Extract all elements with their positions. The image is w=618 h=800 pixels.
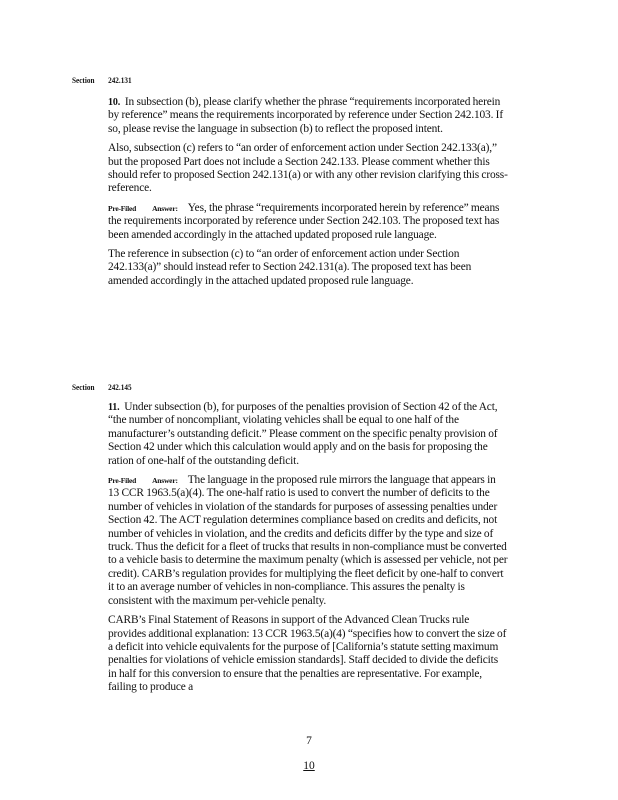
answer-11 [108,474,508,608]
question-number: 10. [108,97,121,108]
prefiled-label: Pre-Filed [108,203,137,213]
section-heading [72,75,132,85]
section-number: 242.131 [108,75,132,85]
section-label: Section [72,75,95,85]
prefiled-label: Pre-Filed [108,476,137,486]
answer-text: The language in the proposed rule mirrors the language that appears in 13 CCR 1963.5(a)(4). The one-half ratio is used to convert the number of deficits to the number of vehicles in violation of the standards for purposes of assessing penalties under Section 42. The ACT regulation determines compliance based on credits and deficits, not number of vehicles in violation, and the credits and deficits differ by the type and size of truck. Thus the deficit for a fleet of trucks that results in non-compliance must be converted to a vehicle basis to determine the maximum penalty (which is assessed per vehicle, not per credit). CARB’s regulation provides for multiplying the fleet deficit by one-half to convert it to an average number of vehicles in non-compliance. This assures the penalty is consistent with the maximum per-vehicle penalty. [108,474,508,607]
section-label: Section [72,382,95,392]
section-number: 242.145 [108,382,132,392]
question-10 [108,96,508,136]
document-page-number-text: 10 [303,760,315,772]
document-page-number [0,760,618,772]
question-number: 11. [108,402,120,413]
answer-label: Answer: [152,203,178,213]
answer-10-continued: The reference in subsection (c) to “an order of enforcement action under Section 242.133(a)” should instead refer to Section 242.131(a). The proposed text has been amended accordingly in the attached updated proposed rule language. [108,248,472,287]
section-heading [72,382,132,392]
question-text: Under subsection (b), for purposes of the penalties provision of Section 42 of the Act, “the number of noncompliant, violating vehicles shall be equal to one half of the manufacturer’s outstanding deficit.” Please comment on the specific penalty provision of Section 42 under which this calculation would apply and on the basis for proposing the ration of one-half of the outstanding deficit. [108,401,498,467]
question-text: In subsection (b), please clarify whether the phrase “requirements incorporated herein by reference” means the requirements incorporated by reference under Section 242.103. If so, please revise the language in subsection (b) to reflect the proposed intent. [108,96,503,135]
answer-11-continued: CARB’s Final Statement of Reasons in support of the Advanced Clean Trucks rule provides additional explanation: 13 CCR 1963.5(a)(4) “specifies how to convert the size of a deficit into vehicle equivalents for the purpose of [California’s statute setting maximum penalties for violations of vehicle emission standards]. Staff decided to divide the deficits in half for this conversion to ensure that the penalties are representative. For example, failing to produce a [108,614,507,694]
answer-10 [108,202,508,242]
section-242-145-body [108,401,508,701]
question-10-followup: Also, subsection (c) refers to “an order of enforcement action under Section 242.133(a),” but the proposed Part does not include a Section 242.133. Please comment whether this should refer to proposed Section 242.131(a) or with any other revision clarifying this cross-reference. [108,142,508,195]
page-number: 7 [306,735,312,747]
answer-label: Answer: [152,476,178,486]
section-242-131-body [108,96,508,294]
question-11 [108,401,508,468]
answer-text: Yes, the phrase “requirements incorporated herein by reference” means the requirements incorporated by reference under Section 242.103. The proposed text has been amended accordingly in the attached updated proposed rule language. [108,201,500,241]
